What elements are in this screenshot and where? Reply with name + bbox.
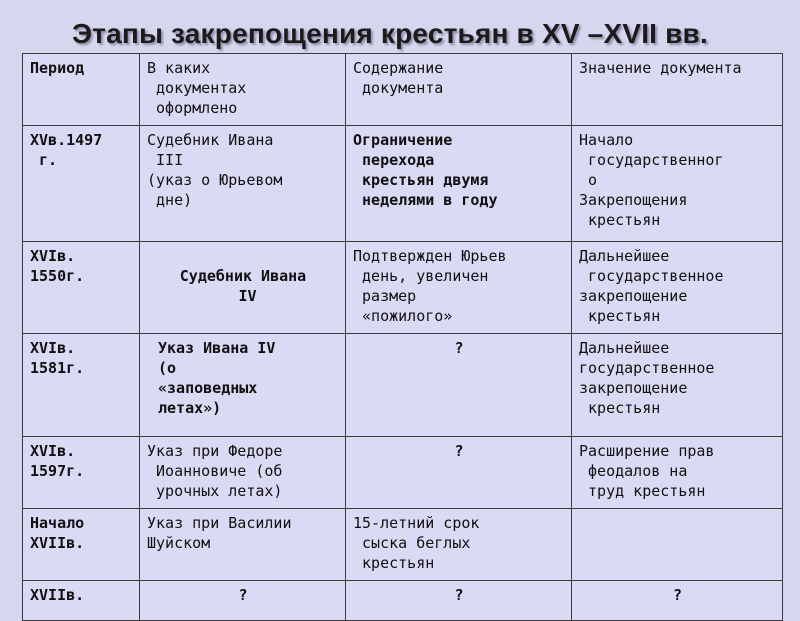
content-cell: Ограничение перехода крестьян двумя неделями в году (346, 126, 572, 242)
serfdom-stages-table (22, 53, 783, 621)
table-row (23, 242, 783, 334)
question-mark: ? (140, 581, 346, 621)
table-row (23, 509, 783, 581)
period-cell: XVIв. 1581г. (23, 334, 140, 437)
document-cell: Указ Ивана IV (о «заповедных летах») (140, 334, 346, 437)
question-mark: ? (572, 581, 783, 621)
question-mark: ? (346, 334, 572, 437)
table-row (23, 126, 783, 242)
document-cell: Указ при Федоре Иоанновиче (об урочных летах) (140, 437, 346, 509)
document-cell: Судебник Ивана IV (140, 242, 346, 334)
significance-cell (572, 509, 783, 581)
header-row (23, 54, 783, 126)
slide-title: Этапы закрепощения крестьян в XV –XVII вв. (72, 18, 708, 49)
table-row (23, 334, 783, 437)
table-row (23, 437, 783, 509)
period-cell: XVIв. 1550г. (23, 242, 140, 334)
period-cell: XVIIв. (23, 581, 140, 621)
header-period: Период (23, 54, 140, 126)
document-cell: Судебник Ивана III (указ о Юрьевом дне) (140, 126, 346, 242)
period-cell: XVIв. 1597г. (23, 437, 140, 509)
question-mark: ? (346, 437, 572, 509)
significance-cell: Расширение прав феодалов на труд крестьян (572, 437, 783, 509)
header-significance: Значение документа (572, 54, 783, 126)
significance-cell: Дальнейшее государственное закрепощение крестьян (572, 242, 783, 334)
period-cell: XVв.1497 г. (23, 126, 140, 242)
table-row (23, 581, 783, 621)
content-cell: Подтвержден Юрьев день, увеличен размер «пожилого» (346, 242, 572, 334)
significance-cell: Начало государственног о Закрепощения крестьян (572, 126, 783, 242)
question-mark: ? (346, 581, 572, 621)
content-cell: 15-летний срок сыска беглых крестьян (346, 509, 572, 581)
header-documents: В каких документах оформлено (140, 54, 346, 126)
period-cell: Начало XVIIв. (23, 509, 140, 581)
document-cell: Указ при Василии Шуйском (140, 509, 346, 581)
header-content: Содержание документа (346, 54, 572, 126)
significance-cell: Дальнейшее государственное закрепощение крестьян (572, 334, 783, 437)
